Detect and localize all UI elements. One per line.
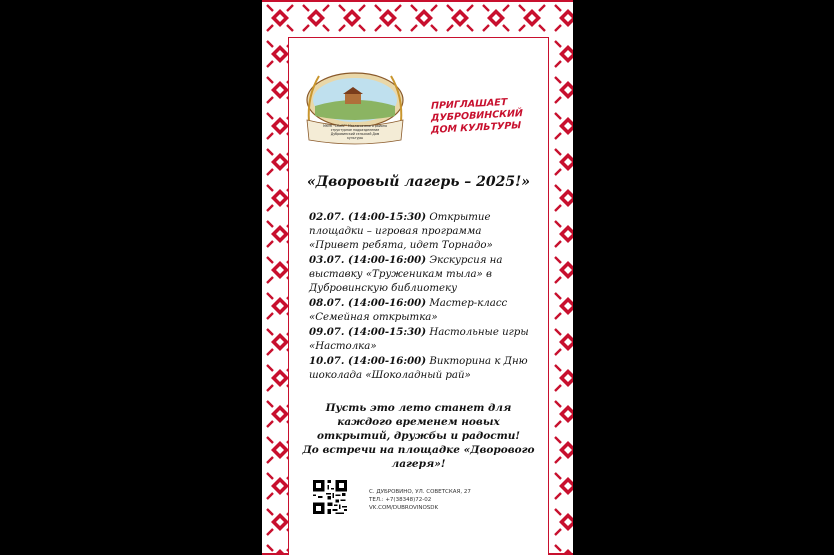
schedule-text: Экскурсия на выставку «Труженикам тыла» в Дубровинскую библиотеку xyxy=(309,255,503,294)
qr-code-icon[interactable] xyxy=(313,480,347,514)
schedule-item xyxy=(309,253,534,296)
svg-text:культуры xyxy=(347,136,363,140)
closing-line: До встречи на площадке «Дворового лагеря»! xyxy=(302,444,535,470)
invitation-heading xyxy=(431,95,541,137)
invitation-line: ПРИГЛАШАЕТ xyxy=(431,96,508,112)
schedule-text: Открытие площадки – игровая программа «Привет ребята, идет Торнадо» xyxy=(309,212,493,251)
invitation-line: ДОМ КУЛЬТУРЫ xyxy=(431,120,522,136)
schedule-item xyxy=(309,296,534,325)
logo-caption-line: культуры xyxy=(346,136,364,140)
schedule-text: Викторина к Дню шоколада «Шоколадный рай» xyxy=(309,356,528,381)
schedule-time: 08.07. (14:00-16:00) xyxy=(309,297,427,309)
closing-message xyxy=(301,401,536,471)
schedule-item xyxy=(309,325,534,354)
phone: ТЕЛ.: +7(38348)72-02 xyxy=(369,497,432,503)
wheat-landscape-emblem-icon xyxy=(303,66,407,146)
address: С. ДУБРОВИНО, УЛ. СОВЕТСКАЯ, 27 xyxy=(369,489,471,495)
closing-line: Пусть это лето станет для каждого временем новых открытий, дружбы и радости! xyxy=(317,402,520,442)
event-title: «Дворовый лагерь – 2025!» xyxy=(306,174,531,190)
schedule-text: Настольные игры «Настолка» xyxy=(309,327,529,352)
vk-link[interactable]: VK.COM/DUBROVINOSDK xyxy=(369,505,439,511)
logo-caption-line: структурное подразделение xyxy=(330,128,380,132)
contact-info xyxy=(369,488,471,512)
schedule-time: 10.07. (14:00-16:00) xyxy=(309,355,427,367)
schedule-item xyxy=(309,210,534,253)
logo-caption-line: МКУК "СКиБГ" Маслянинского района xyxy=(323,124,387,128)
schedule-time: 03.07. (14:00-16:00) xyxy=(309,254,427,266)
logo-caption-line: Дубровинский сельский Дом xyxy=(330,132,380,136)
schedule-list xyxy=(309,210,534,383)
poster xyxy=(262,0,573,555)
content-panel xyxy=(288,37,549,555)
schedule-text: Мастер-класс «Семейная открытка» xyxy=(309,298,508,323)
schedule-item xyxy=(309,354,534,383)
schedule-time: 02.07. (14:00-15:30) xyxy=(309,211,427,223)
schedule-time: 09.07. (14:00-15:30) xyxy=(309,326,427,338)
invitation-line: ДУБРОВИНСКИЙ xyxy=(431,108,523,124)
